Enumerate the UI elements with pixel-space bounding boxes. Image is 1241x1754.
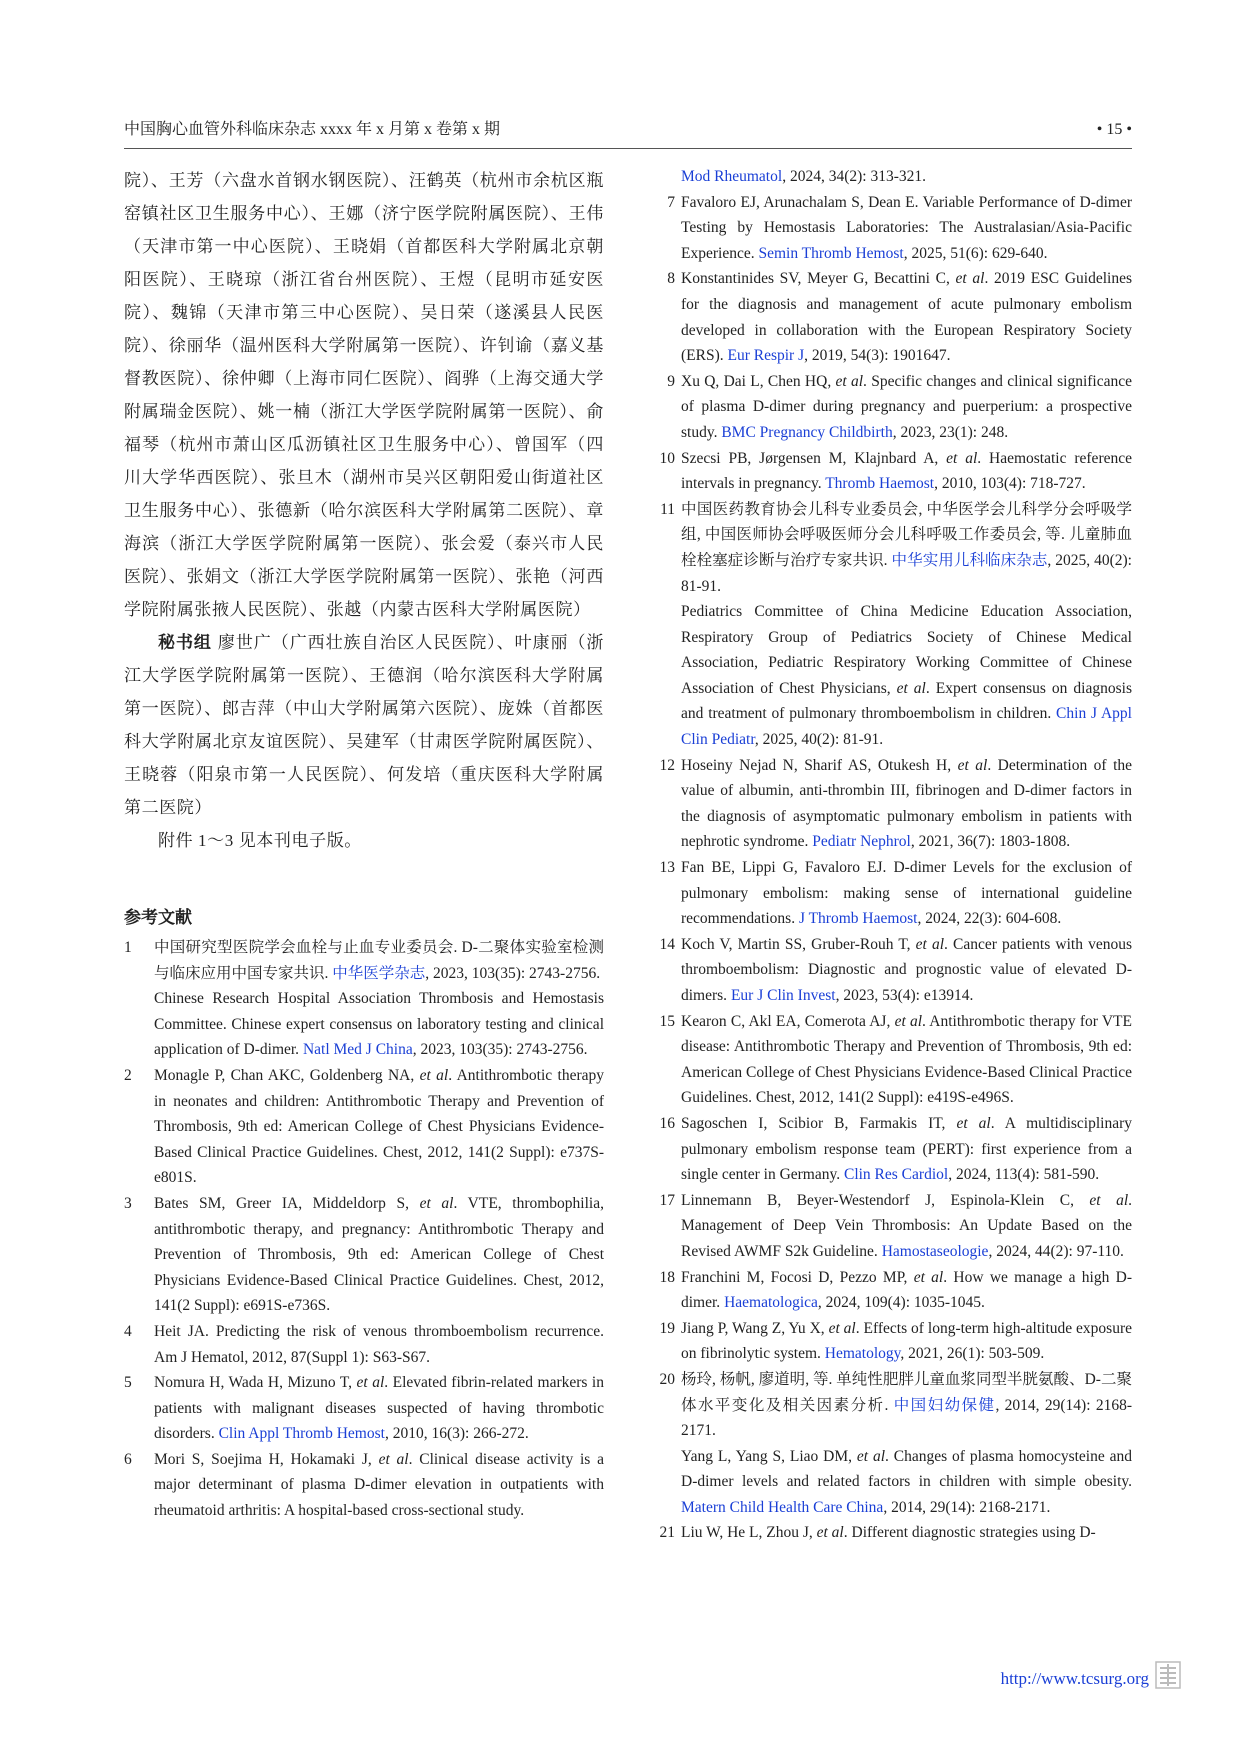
- reference-text: [681, 855, 1132, 932]
- reference-journal-link[interactable]: Eur J Clin Invest: [730, 987, 836, 1004]
- reference-item: [667, 266, 1132, 368]
- reference-title: . Clinical disease activity is a major determinant of plasma D-dimer elevation in outpatients with rheumatoid arthritis: A hospital-based cross-sectional study.: [154, 1450, 604, 1520]
- reference-citation: , 2025, 40(2): 81-91.: [681, 551, 1132, 595]
- reference-citation: , 2023, 103(35): 2743-2756.: [425, 964, 601, 982]
- reference-item: [659, 1188, 1132, 1265]
- reference-journal-link-en[interactable]: Natl Med J China: [302, 1041, 413, 1059]
- reference-citation: , 2014, 29(14): 2168-2171.: [681, 1396, 1132, 1440]
- reference-number: 14: [659, 935, 675, 953]
- reference-number: 1: [124, 939, 132, 956]
- reference-text: [154, 935, 604, 986]
- reference-title: . A multidisciplinary pulmonary embolism response team (PERT): first experience from a single center in Germany.: [681, 1114, 1133, 1184]
- reference-journal-link[interactable]: Clin Res Cardiol: [843, 1166, 949, 1184]
- reference-citation: , 2024, 109(4): 1035-1045.: [817, 1294, 985, 1312]
- reference-text: [681, 266, 1132, 368]
- references-heading: 参考文献: [124, 908, 192, 928]
- reference-citation: , 2024, 34(2): 313-321.: [782, 168, 926, 185]
- reference-text: [154, 1063, 604, 1191]
- reference-item: [659, 446, 1132, 497]
- reference-journal-link[interactable]: J Thromb Haemost: [798, 910, 918, 928]
- reference-item: [124, 1319, 604, 1370]
- reference-authors: 杨玲, 杨帆, 廖道明, 等. 单纯性肥胖儿童血浆同型半胱氨酸、D-二聚体水平变化及相关因素分析.: [681, 1370, 1132, 1414]
- reference-text: [681, 1009, 1132, 1111]
- reference-title-en: . Expert consensus on diagnosis and treatment of pulmonary thromboembolism in children.: [681, 679, 1132, 723]
- reference-text: [681, 369, 1132, 446]
- reference-journal-link[interactable]: Eur Respir J: [727, 347, 805, 365]
- reference-authors: Monagle P, Chan AKC, Goldenberg NA,: [154, 1066, 420, 1084]
- reference-item: [124, 1063, 604, 1191]
- reference-etal: et al: [894, 1012, 923, 1030]
- reference-authors: Bates SM, Greer IA, Middeldorp S,: [154, 1194, 420, 1212]
- reference-citation: , 2025, 51(6): 629-640.: [903, 244, 1048, 262]
- reference-authors: Linnemann B, Beyer-Westendorf J, Espinola-Klein C,: [681, 1191, 1090, 1209]
- reference-number: 21: [659, 1524, 675, 1542]
- reference-number: 18: [659, 1268, 675, 1286]
- reference-etal: et al: [816, 1524, 844, 1542]
- reference-text: [154, 1191, 604, 1319]
- reference-title: . VTE, thrombophilia, antithrombotic therapy, and pregnancy: Antithrombotic Therapy and Prevention of Thrombosis, 9th ed: American College of Chest Physicians Evidence-Based Clinical Practice Guidelines. Chest, 2012, 141(2 Suppl): e691S-e736S.: [154, 1194, 604, 1315]
- reference-etal: et al: [356, 1374, 385, 1392]
- reference-etal: et al: [915, 935, 945, 953]
- reference-english-text: [681, 599, 1132, 753]
- reference-text: [681, 497, 1132, 599]
- references-list-right: [659, 164, 1133, 1546]
- reference-citation-en: , 2025, 40(2): 81-91.: [754, 731, 884, 749]
- reference-journal-link[interactable]: Hamostaseologie: [881, 1242, 989, 1260]
- secretariat-members: 廖世广（广西壮族自治区人民医院）、叶康丽（浙江大学医学院附属第一医院）、王德润（哈尔滨医科大学附属第一医院）、郎吉萍（中山大学附属第六医院）、庞姝（首都医科大学附属北京友谊医院）、吴建军（甘肃医学院附属医院）、王晓蓉（阳泉市第一人民医院）、何发培（重庆医科大学附属第二医院）: [124, 633, 604, 817]
- reference-etal: et al: [957, 756, 988, 774]
- reference-journal-link[interactable]: BMC Pregnancy Childbirth: [721, 423, 893, 441]
- reference-citation: , 2021, 36(7): 1803-1808.: [910, 833, 1071, 851]
- reference-citation: , 2021, 26(1): 503-509.: [900, 1345, 1045, 1363]
- reference-number: 4: [124, 1322, 132, 1340]
- reference-journal-link[interactable]: Semin Thromb Hemost: [758, 244, 904, 262]
- reference-item: [124, 935, 604, 1063]
- reference-journal-link[interactable]: 中华实用儿科临床杂志: [891, 551, 1048, 569]
- right-column: [659, 164, 1133, 1546]
- journal-url-link[interactable]: http://www.tcsurg.org: [1000, 1669, 1149, 1688]
- reference-journal-link[interactable]: Mod Rheumatol: [681, 168, 783, 185]
- reference-authors: Nomura H, Wada H, Mizuno T,: [154, 1374, 357, 1392]
- reference-number: 13: [659, 859, 675, 877]
- running-header: [124, 118, 1132, 142]
- secretariat: [124, 626, 604, 824]
- reference-title: . Determination of the value of albumin, anti-thrombin III, fibrinogen and D-dimer factors in the diagnosis of asymptomatic pulmonary embolism in patients with nephrotic syndrome.: [681, 756, 1133, 851]
- reference-citation-en: , 2023, 103(35): 2743-2756.: [412, 1041, 588, 1059]
- reference-title: . Effects of long-term high-altitude exposure on fibrinolytic system.: [681, 1319, 1132, 1363]
- reference-item: [667, 369, 1132, 446]
- reference-title: . Antithrombotic therapy in neonates and children: Antithrombotic Therapy and Prevention of Thrombosis, 9th ed: American College of Chest Physicians Evidence-Based Clinical Practice Guidelines. Chest, 2012, 141(2 Suppl): e737S-e801S.: [154, 1066, 604, 1187]
- reference-item: [124, 1447, 604, 1524]
- reference-text: [681, 1111, 1132, 1188]
- page-number: • 15 •: [1096, 121, 1132, 138]
- reference-number: 7: [667, 193, 675, 211]
- reference-english-text: [681, 1444, 1132, 1521]
- reference-journal-link[interactable]: Clin Appl Thromb Hemost: [218, 1425, 385, 1443]
- reference-citation: , 2019, 54(3): 1901647.: [804, 347, 951, 365]
- reference-text: [681, 1520, 1132, 1546]
- reference-authors-en: Pediatrics Committee of China Medicine Education Association, Respiratory Group of Pediatrics Society of Chinese Medical Association, Pediatric Respiratory Working Committee of Chinese Association of Chest Physicians,: [681, 603, 1132, 697]
- reference-title: . Elevated fibrin-related markers in patients with malignant diseases suspected of having thrombotic disorders.: [154, 1374, 604, 1443]
- reference-citation: , 2023, 53(4): e13914.: [835, 987, 974, 1004]
- reference-authors: Favaloro EJ, Arunachalam S, Dean E. Variable Performance of D-dimer Testing by Hemostasis Laboratories: The Australasian/Asia-Pacific Experience.: [681, 193, 1132, 262]
- committee-list: [124, 164, 604, 857]
- reference-item: [659, 753, 1133, 855]
- references-list-left: [124, 935, 604, 1524]
- reference-authors: 中国研究型医院学会血栓与止血专业委员会. D-二聚体实验室检测与临床应用中国专家共识.: [154, 939, 604, 982]
- reference-citation: , 2010, 16(3): 266-272.: [384, 1425, 529, 1443]
- reference-number: 2: [124, 1066, 132, 1084]
- reference-item: [659, 1009, 1132, 1111]
- reference-number: 11: [660, 500, 675, 518]
- reference-authors: Szecsi PB, Jørgensen M, Klajnbard A,: [681, 449, 947, 467]
- reference-etal-en: et al: [896, 679, 926, 697]
- reference-citation: , 2024, 113(4): 581-590.: [948, 1166, 1100, 1184]
- left-column: [124, 164, 604, 1524]
- reference-journal-link[interactable]: Pediatr Nephrol: [812, 833, 911, 851]
- reference-number: 8: [667, 270, 675, 288]
- reference-title: . Specific changes and clinical significance of plasma D-dimer during pregnancy and puerperium: a prospective study.: [681, 372, 1132, 441]
- reference-journal-link[interactable]: 中华医学杂志: [332, 964, 426, 982]
- reference-title-en: . Changes of plasma homocysteine and D-dimer levels and related factors in children with simple obesity.: [681, 1447, 1133, 1491]
- reference-etal: et al: [956, 1114, 991, 1132]
- reference-citation-en: , 2014, 29(14): 2168-2171.: [883, 1498, 1051, 1516]
- reference-authors: 中国医药教育协会儿科专业委员会, 中华医学会儿科学分会呼吸学组, 中国医师协会呼吸医师分会儿科呼吸工作委员会, 等. 儿童肺血栓栓塞症诊断与治疗专家共识.: [681, 500, 1132, 569]
- secretariat-label: 秘书组: [158, 633, 212, 652]
- reference-number: 20: [659, 1370, 675, 1388]
- reference-etal: et al: [828, 1319, 856, 1337]
- reference-authors-en: Yang L, Yang S, Liao DM,: [681, 1447, 857, 1465]
- reference-item: [667, 190, 1132, 267]
- reference-item: [659, 1316, 1132, 1367]
- reference-authors: Sagoschen I, Scibior B, Farmakis IT,: [681, 1114, 957, 1132]
- reference-title: . How we manage a high D-dimer.: [681, 1268, 1132, 1312]
- reference-title: . Antithrombotic therapy for VTE disease: Antithrombotic Therapy and Prevention of Thrombosis, 9th ed: American College of Chest Physicians Evidence-Based Clinical Practice Guidelines. Chest, 2012, 141(2 Suppl): e419S-e496S.: [681, 1012, 1132, 1107]
- reference-number: 9: [667, 372, 675, 390]
- reference-journal-link[interactable]: Hematology: [824, 1345, 901, 1363]
- reference-text: [681, 1188, 1132, 1265]
- reference-text: [681, 753, 1132, 855]
- reference-journal-link-en[interactable]: Matern Child Health Care China: [681, 1498, 884, 1516]
- reference-text: [681, 446, 1132, 497]
- reference-item: [659, 1367, 1133, 1521]
- reference-english-text: [154, 986, 604, 1063]
- reference-item: [124, 1191, 604, 1319]
- reference-number: 17: [659, 1191, 675, 1209]
- reference-etal: et al: [913, 1268, 944, 1286]
- reference-journal-link[interactable]: 中国妇幼保健: [893, 1396, 996, 1414]
- reference-title: . 2019 ESC Guidelines for the diagnosis and management of acute pulmonary embolism developed in collaboration with the European Respiratory Society (ERS).: [681, 270, 1132, 365]
- reference-number: 15: [659, 1012, 675, 1030]
- reference-number: 19: [659, 1319, 675, 1337]
- reference-authors: Konstantinides SV, Meyer G, Becattini C,: [681, 270, 956, 288]
- reference-text: [681, 1367, 1132, 1444]
- reference-authors: Liu W, He L, Zhou J,: [681, 1524, 817, 1542]
- reference-etal: et al: [955, 270, 985, 288]
- reference-authors: Franchini M, Focosi D, Pezzo MP,: [681, 1268, 914, 1286]
- reference-text: [154, 1447, 604, 1524]
- reference-number: 3: [124, 1194, 132, 1212]
- reference-item: [659, 1111, 1133, 1188]
- reference-etal: et al: [419, 1066, 449, 1084]
- reference-citation: , 2024, 22(3): 604-608.: [917, 910, 1062, 928]
- reference-title: . Different diagnostic strategies using D-: [843, 1524, 1096, 1542]
- reference-authors: Mori S, Soejima H, Hokamaki J,: [154, 1450, 379, 1468]
- reference-etal: et al: [835, 372, 864, 390]
- reference-authors: Fan BE, Lippi G, Favaloro EJ. D-dimer Levels for the exclusion of pulmonary embolism: making sense of international guideline recommendations.: [681, 859, 1132, 928]
- reference-authors: Xu Q, Dai L, Chen HQ,: [681, 372, 836, 390]
- journal-logo-icon: [1154, 1660, 1182, 1690]
- reference-journal-link[interactable]: Haematologica: [724, 1294, 818, 1312]
- reference-text: [681, 932, 1132, 1009]
- reference-authors-en: Chinese Research Hospital Association Thrombosis and Hemostasis Committee. Chinese expert consensus on laboratory testing and clinical application of D-dimer.: [154, 990, 604, 1059]
- reference-citation: , 2023, 23(1): 248.: [892, 423, 1009, 441]
- reference-item: [659, 1520, 1132, 1546]
- reference-etal: et al: [419, 1194, 454, 1212]
- reference-text: [681, 190, 1132, 267]
- reference-item: [659, 932, 1132, 1009]
- reference-etal: et al: [378, 1450, 409, 1468]
- header-rule: [124, 148, 1132, 149]
- reference-number: 16: [659, 1114, 675, 1132]
- reference-title: . Cancer patients with venous thromboembolism: Diagnostic and prognostic value of elevated D-dimers.: [681, 935, 1132, 1004]
- reference-item: [124, 1370, 604, 1447]
- appendix-note: 附件 1～3 见本刊电子版。: [158, 831, 362, 850]
- reference-text: [154, 1370, 604, 1447]
- reference-title: . Haemostatic reference intervals in pregnancy.: [681, 449, 1132, 493]
- reference-item: [660, 497, 1132, 753]
- reference-authors: Jiang P, Wang Z, Yu X,: [681, 1319, 829, 1337]
- journal-title: 中国胸心血管外科临床杂志 xxxx 年 x 月第 x 卷第 x 期: [124, 121, 501, 138]
- reference-number: 12: [659, 756, 675, 774]
- reference-journal-link-en[interactable]: Chin J Appl Clin Pediatr: [681, 705, 1132, 749]
- reference-continuation: [681, 164, 1132, 190]
- reference-item: [659, 1265, 1132, 1316]
- committee-members: 院）、王芳（六盘水首钢水钢医院）、汪鹤英（杭州市余杭区瓶窑镇社区卫生服务中心）、王娜（济宁医学院附属医院）、王伟（天津市第一中心医院）、王晓娟（首都医科大学附属北京朝阳医院）、王晓琼（浙江省台州医院）、王煜（昆明市延安医院）、魏锦（天津市第三中心医院）、吴日荣（遂溪县人民医院）、徐丽华（温州医科大学附属第一医院）、许钊谕（嘉义基督教医院）、徐仲卿（上海市同仁医院）、阎骅（上海交通大学附属瑞金医院）、姚一楠（浙江大学医学院附属第一医院）、俞福琴（杭州市萧山区瓜沥镇社区卫生服务中心）、曾国军（四川大学华西医院）、张旦木（湖州市吴兴区朝阳爱山街道社区卫生服务中心）、张德新（哈尔滨医科大学附属第二医院）、章海滨（浙江大学医学院附属第一医院）、张会爱（泰兴市人民医院）、张娟文（浙江大学医学院附属第一医院）、张艳（河西学院附属张掖人民医院）、张越（内蒙古医科大学附属医院）: [124, 171, 604, 619]
- reference-journal-link[interactable]: Thromb Haemost: [825, 475, 935, 493]
- reference-authors: Kearon C, Akl EA, Comerota AJ,: [681, 1012, 895, 1030]
- reference-text: [154, 1319, 604, 1370]
- reference-citation: , 2010, 103(4): 718-727.: [934, 475, 1086, 493]
- reference-etal: et al: [946, 449, 978, 467]
- reference-number: 10: [659, 449, 675, 467]
- reference-etal-en: et al: [856, 1447, 886, 1465]
- reference-number: 5: [124, 1374, 132, 1392]
- reference-authors: Koch V, Martin SS, Gruber-Rouh T,: [681, 935, 916, 953]
- reference-item: [659, 855, 1132, 932]
- reference-number: 6: [124, 1450, 132, 1468]
- reference-authors: Heit JA. Predicting the risk of venous thromboembolism recurrence. Am J Hematol, 2012, 87(Suppl 1): S63-S67.: [154, 1322, 604, 1366]
- reference-text: [681, 1316, 1132, 1367]
- reference-citation: , 2024, 44(2): 97-110.: [988, 1242, 1124, 1260]
- reference-title: . Management of Deep Vein Thrombosis: An Update Based on the Revised AWMF S2k Guideline.: [681, 1191, 1132, 1260]
- reference-text: [681, 1265, 1132, 1316]
- reference-etal: et al: [1089, 1191, 1129, 1209]
- reference-authors: Hoseiny Nejad N, Sharif AS, Otukesh H,: [681, 756, 958, 774]
